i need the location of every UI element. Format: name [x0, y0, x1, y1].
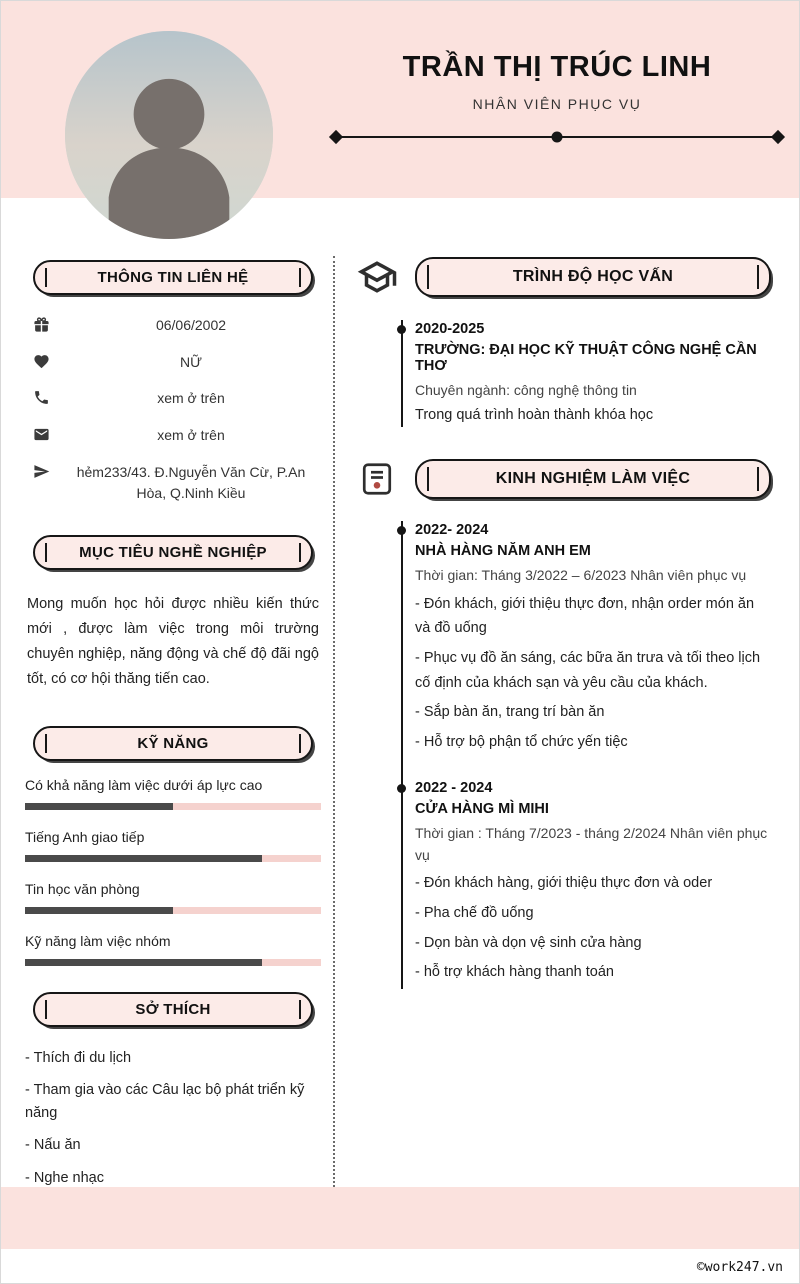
contact-item-birthday [25, 315, 321, 337]
skill-label: Kỹ năng làm việc nhóm [25, 932, 171, 949]
duty-item: - Dọn bàn và dọn vệ sinh cửa hàng [415, 934, 642, 951]
certificate-icon [355, 461, 399, 497]
header [1, 1, 799, 198]
skill-bar-track [25, 855, 321, 862]
section-heading-label: KỸ NĂNG [137, 734, 209, 752]
education-major: Chuyên ngành: công nghệ thông tin [415, 382, 637, 398]
experience-entry [415, 521, 771, 754]
duty-item: - Sắp bàn ăn, trang trí bàn ăn [415, 704, 605, 721]
section-heading-label: SỞ THÍCH [135, 1000, 211, 1018]
section-heading-objective [33, 535, 313, 570]
skill-item [25, 777, 321, 810]
footer-credit: ©work247.vn [696, 1260, 783, 1275]
location-icon [25, 462, 61, 483]
skill-bar-fill [25, 855, 262, 862]
experience-period: 2022- 2024 [415, 522, 489, 539]
experience-company: NHÀ HÀNG NĂM ANH EM [415, 543, 591, 560]
section-heading-experience [415, 459, 771, 499]
education-school: TRƯỜNG: ĐẠI HỌC KỸ THUẬT CÔNG NGHỆ CẦN THƠ [415, 342, 757, 374]
graduation-cap-icon [355, 256, 399, 298]
candidate-name: TRẦN THỊ TRÚC LINH [402, 51, 712, 83]
hobby-item: - Nấu ăn [25, 1137, 81, 1154]
education-section-head [355, 256, 771, 298]
contact-value: 06/06/2002 [155, 317, 227, 333]
duty-item: - Phục vụ đồ ăn sáng, các bữa ăn trưa và tối theo lịch cố định của khách sạn và yêu cầu của khách. [415, 650, 761, 691]
section-heading-label: KINH NGHIỆM LÀM VIỆC [495, 470, 691, 488]
divider-line [339, 136, 775, 138]
skill-label: Có khả năng làm việc dưới áp lực cao [25, 776, 263, 793]
duty-item: - Hỗ trợ bộ phận tổ chức yến tiệc [415, 733, 628, 750]
skill-bar-fill [25, 803, 173, 810]
education-period: 2020-2025 [415, 321, 485, 337]
diamond-shape-right [771, 130, 785, 144]
skill-bar-track [25, 907, 321, 914]
section-heading-label: TRÌNH ĐỘ HỌC VẤN [512, 268, 674, 285]
contact-item-gender [25, 352, 321, 374]
contact-value: NỮ [179, 353, 203, 370]
right-column [335, 256, 777, 1199]
section-heading-label: MỤC TIÊU NGHỀ NGHIỆP [79, 544, 267, 562]
hobby-item: - Nghe nhạc [25, 1169, 104, 1186]
education-entry [415, 320, 771, 423]
header-divider [331, 132, 783, 142]
experience-duties [415, 592, 771, 755]
experience-company: CỬA HÀNG MÌ MIHI [415, 800, 549, 817]
profile-photo [65, 31, 273, 239]
hobbies-list [25, 1047, 321, 1189]
experience-duties [415, 871, 771, 985]
education-timeline [401, 320, 771, 427]
contact-item-phone [25, 388, 321, 410]
skill-item [25, 881, 321, 914]
section-heading-contact [33, 260, 313, 295]
contact-value: xem ở trên [157, 427, 225, 444]
skill-bar-track [25, 959, 321, 966]
heart-icon [25, 352, 61, 373]
skill-label: Tiếng Anh giao tiếp [25, 828, 145, 845]
skill-label: Tin học văn phòng [25, 880, 140, 897]
divider-dot [552, 132, 563, 143]
section-heading-label: THÔNG TIN LIÊN HỆ [97, 269, 249, 286]
footer-band [1, 1187, 799, 1249]
experience-entry [415, 779, 771, 985]
hobby-item: - Tham gia vào các Câu lạc bộ phát triển kỹ năng [25, 1082, 305, 1121]
skill-item [25, 829, 321, 862]
objective-text: Mong muốn học hỏi được nhiều kiến thức mới , được làm việc trong môi trường chuyên nghiệp, năng động và chế độ đãi ngộ tốt, có cơ hội thăng tiến cao. [27, 596, 319, 687]
section-heading-hobbies [33, 992, 313, 1027]
skill-item [25, 933, 321, 966]
content-columns [1, 198, 799, 1199]
experience-time: Thời gian : Tháng 7/2023 - tháng 2/2024 Nhân viên phục vụ [415, 824, 768, 864]
duty-item: - hỗ trợ khách hàng thanh toán [415, 964, 614, 981]
skills-list [25, 777, 321, 966]
duty-item: - Pha chế đồ uống [415, 905, 534, 922]
email-icon [25, 425, 61, 446]
experience-section-head [355, 459, 771, 499]
skill-bar-fill [25, 907, 173, 914]
contact-list [25, 315, 321, 505]
education-note: Trong quá trình hoàn thành khóa học [415, 407, 654, 424]
contact-value: xem ở trên [157, 390, 225, 407]
contact-item-email [25, 425, 321, 447]
skill-bar-fill [25, 959, 262, 966]
experience-period: 2022 - 2024 [415, 779, 493, 796]
job-title: NHÂN VIÊN PHỤC VỤ [472, 96, 642, 112]
header-text-block [331, 51, 783, 142]
section-heading-skills [33, 726, 313, 761]
phone-icon [25, 388, 61, 409]
left-column [25, 256, 321, 1199]
experience-time: Thời gian: Tháng 3/2022 – 6/2023 Nhân viên phục vụ [415, 567, 747, 584]
contact-value: hẻm233/43. Đ.Nguyễn Văn Cừ, P.An Hòa, Q.Ninh Kiều [76, 463, 306, 502]
gift-icon [25, 315, 61, 336]
hobby-item: - Thích đi du lịch [25, 1049, 132, 1066]
skill-bar-track [25, 803, 321, 810]
duty-item: - Đón khách hàng, giới thiệu thực đơn và oder [415, 875, 713, 892]
contact-item-address [25, 462, 321, 505]
duty-item: - Đón khách, giới thiệu thực đơn, nhận order món ăn và đồ uống [415, 595, 755, 637]
section-heading-education [415, 257, 771, 297]
experience-timeline [401, 521, 771, 989]
